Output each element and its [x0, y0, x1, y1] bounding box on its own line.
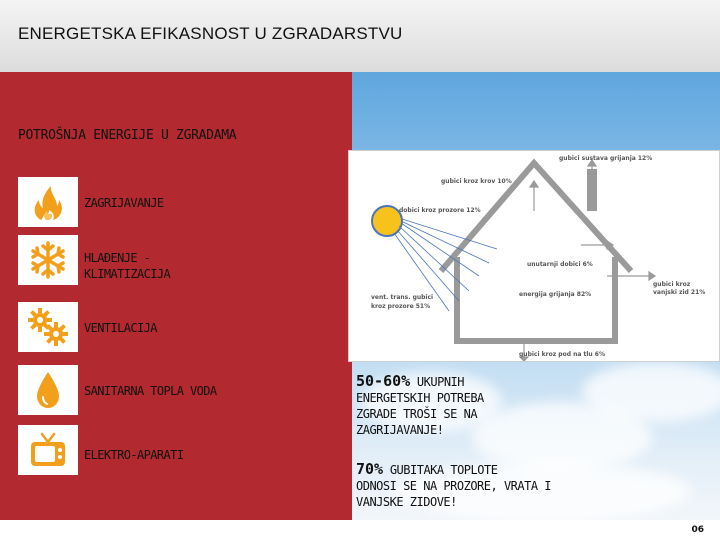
category-label-appliances: ELEKTRO-APARATI	[84, 448, 184, 462]
gears-icon	[18, 302, 78, 352]
stat-heat-loss-share-line2: ODNOSI SE NA PROZORE, VRATA I	[356, 479, 552, 493]
stat-heat-loss-share-lead: GUBITAKA TOPLOTE	[389, 463, 498, 477]
diagram-label-internal-gain: unutarnji dobici 6%	[527, 261, 593, 268]
category-label-cooling-line1: HLAĐENJE -	[84, 251, 151, 265]
tv-icon	[18, 425, 78, 475]
stat-heat-loss-share	[356, 461, 551, 510]
diagram-label-wall-loss-line1: gubici kroz	[653, 281, 691, 288]
diagram-label-floor-loss: gubici kroz pod na tlu 6%	[519, 351, 605, 358]
water-drop-icon	[18, 365, 78, 415]
stat-heating-share-value: 50-60%	[356, 372, 411, 390]
diagram-label-wall-loss-line2: vanjski zid 21%	[653, 289, 706, 296]
stat-heating-share	[356, 373, 484, 438]
stat-heating-share-lead: UKUPNIH	[416, 375, 464, 389]
section-subtitle: POTROŠNJA ENERGIJE U ZGRADAMA	[18, 128, 237, 143]
diagram-label-vent-loss-line2: kroz prozore 51%	[371, 303, 431, 310]
stat-heating-share-line4: ZAGRIJAVANJE!	[356, 423, 444, 437]
category-label-heating: ZAGRIJAVANJE	[84, 196, 164, 210]
fire-icon	[18, 177, 78, 227]
category-label-cooling-line2: KLIMATIZACIJA	[84, 267, 171, 281]
diagram-label-roof-loss: gubici kroz krov 10%	[441, 178, 512, 185]
snowflake-icon	[18, 235, 78, 285]
slide-title: ENERGETSKA EFIKASNOST U ZGRADARSTVU	[18, 24, 403, 43]
diagram-label-heating-energy: energija grijanja 82%	[519, 291, 592, 298]
diagram-label-vent-loss-line1: vent. trans. gubici	[371, 294, 434, 301]
category-label-hot-water: SANITARNA TOPLA VODA	[84, 384, 217, 398]
diagram-label-window-gain: dobici kroz prozore 12%	[399, 207, 481, 214]
title-bar	[0, 0, 720, 72]
category-label-cooling	[84, 250, 284, 282]
stat-heating-share-line3: ZGRADE TROŠI SE NA	[356, 407, 478, 421]
stat-heat-loss-share-line3: VANJSKE ZIDOVE!	[356, 495, 457, 509]
page-number: 06	[691, 525, 704, 535]
footer-bar	[0, 520, 720, 540]
house-energy-diagram	[348, 150, 720, 362]
stat-heat-loss-share-value: 70%	[356, 460, 384, 478]
stat-heating-share-line2: ENERGETSKIH POTREBA	[356, 391, 484, 405]
diagram-label-heating-loss: gubici sustava grijanja 12%	[559, 155, 653, 162]
category-label-ventilation: VENTILACIJA	[84, 321, 157, 335]
